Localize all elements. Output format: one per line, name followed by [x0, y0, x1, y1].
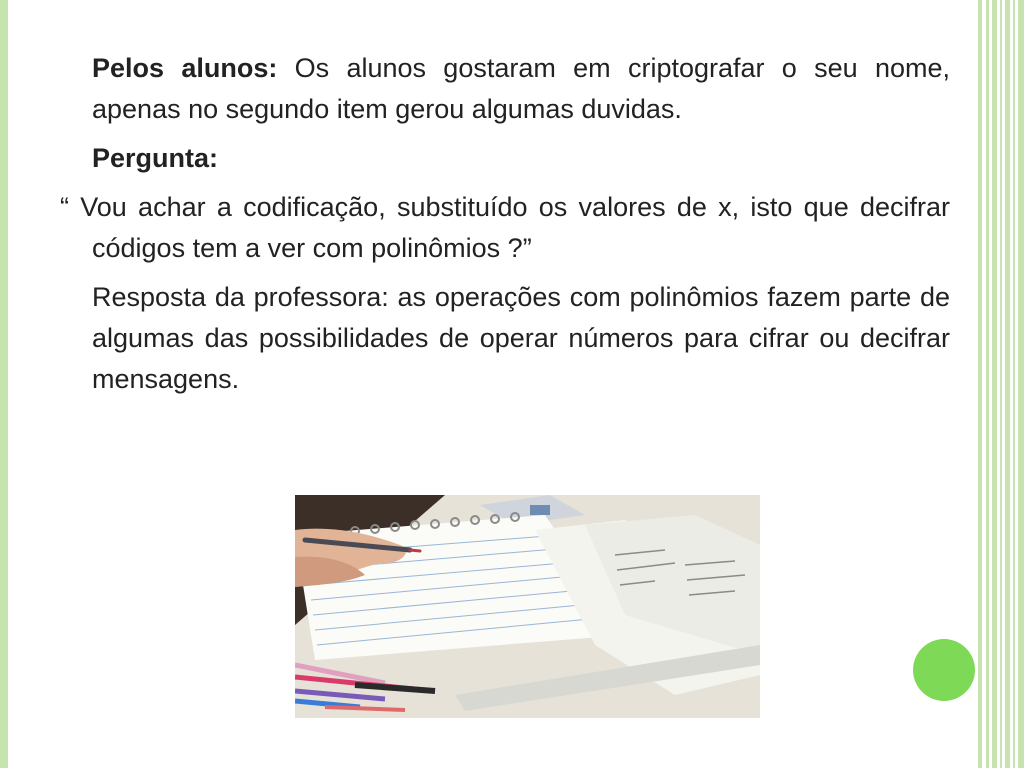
question-label: Pergunta: [92, 143, 219, 173]
classroom-photo-illustration [295, 495, 760, 718]
right-border [976, 0, 1024, 768]
students-paragraph [60, 48, 950, 130]
classroom-photo [295, 495, 760, 718]
students-text: Os alunos gostaram em criptografar o seu nome, apenas no segundo item gerou algumas duvidas. [92, 53, 950, 124]
students-label: Pelos alunos: [92, 53, 278, 83]
decorative-green-circle [913, 639, 975, 701]
left-border [0, 0, 8, 768]
teacher-answer: Resposta da professora: as operações com polinômios fazem parte de algumas das possibilidades de operar números para cifrar ou decifrar mensagens. [92, 282, 950, 394]
slide-content [60, 48, 950, 408]
question-text: “ Vou achar a codificação, substituído os valores de x, isto que decifrar códigos tem a ver com polinômios ?” [60, 192, 950, 263]
